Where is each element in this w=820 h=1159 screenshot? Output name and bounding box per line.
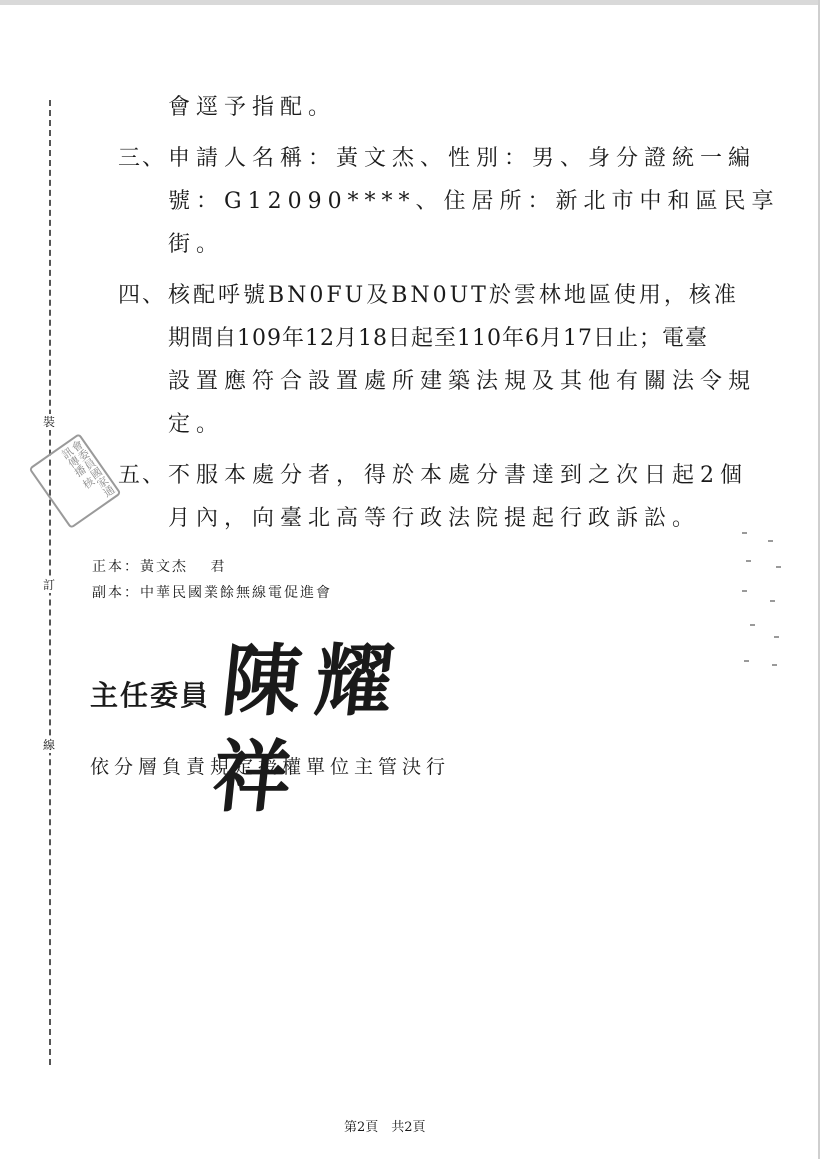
binding-mark-bottom: 線 bbox=[42, 738, 55, 752]
item-5-number: 五、 bbox=[118, 463, 167, 488]
signatory-title: 主任委員 bbox=[90, 679, 211, 712]
copy-recipient: 副本：中華民國業餘無線電促進會 bbox=[92, 585, 332, 601]
item-3-line-2: 號：G12090****、住居所：新北市中和區民享 bbox=[168, 189, 780, 214]
scan-top-edge bbox=[0, 0, 820, 5]
perforation-seal-stamp: 會委員國家通訊傳播 核 bbox=[28, 433, 121, 529]
signatory-name: 陳耀祥 bbox=[208, 636, 412, 823]
intro-line: 會逕予指配。 bbox=[168, 95, 337, 120]
item-3-line-1: 申請人名稱：黃文杰、性別：男、身分證統一編 bbox=[168, 146, 757, 171]
item-4-number: 四、 bbox=[118, 283, 167, 308]
item-4-line-2: 期間自109年12月18日起至110年6月17日止；電臺 bbox=[168, 326, 708, 351]
item-5-line-1: 不服本處分者，得於本處分書達到之次日起2個 bbox=[168, 463, 748, 488]
item-4-line-3: 設置應符合設置處所建築法規及其他有關法令規 bbox=[168, 369, 757, 394]
original-recipient: 正本：黃文杰 君 bbox=[92, 559, 227, 575]
item-4-line-1: 核配呼號BN0FU及BN0UT於雲林地區使用，核准 bbox=[168, 283, 739, 308]
binding-mark-top: 裝 bbox=[42, 415, 55, 429]
item-4-line-4: 定。 bbox=[168, 412, 225, 437]
item-5-line-2: 月內，向臺北高等行政法院提起行政訴訟。 bbox=[168, 506, 701, 531]
binding-mark-middle: 訂 bbox=[42, 578, 55, 592]
item-3-line-3: 街。 bbox=[168, 232, 225, 257]
item-3-number: 三、 bbox=[118, 146, 167, 171]
page-footer: 第2頁 共2頁 bbox=[344, 1120, 426, 1135]
authority-note: 依分層負責規定授權單位主管決行 bbox=[90, 756, 451, 778]
